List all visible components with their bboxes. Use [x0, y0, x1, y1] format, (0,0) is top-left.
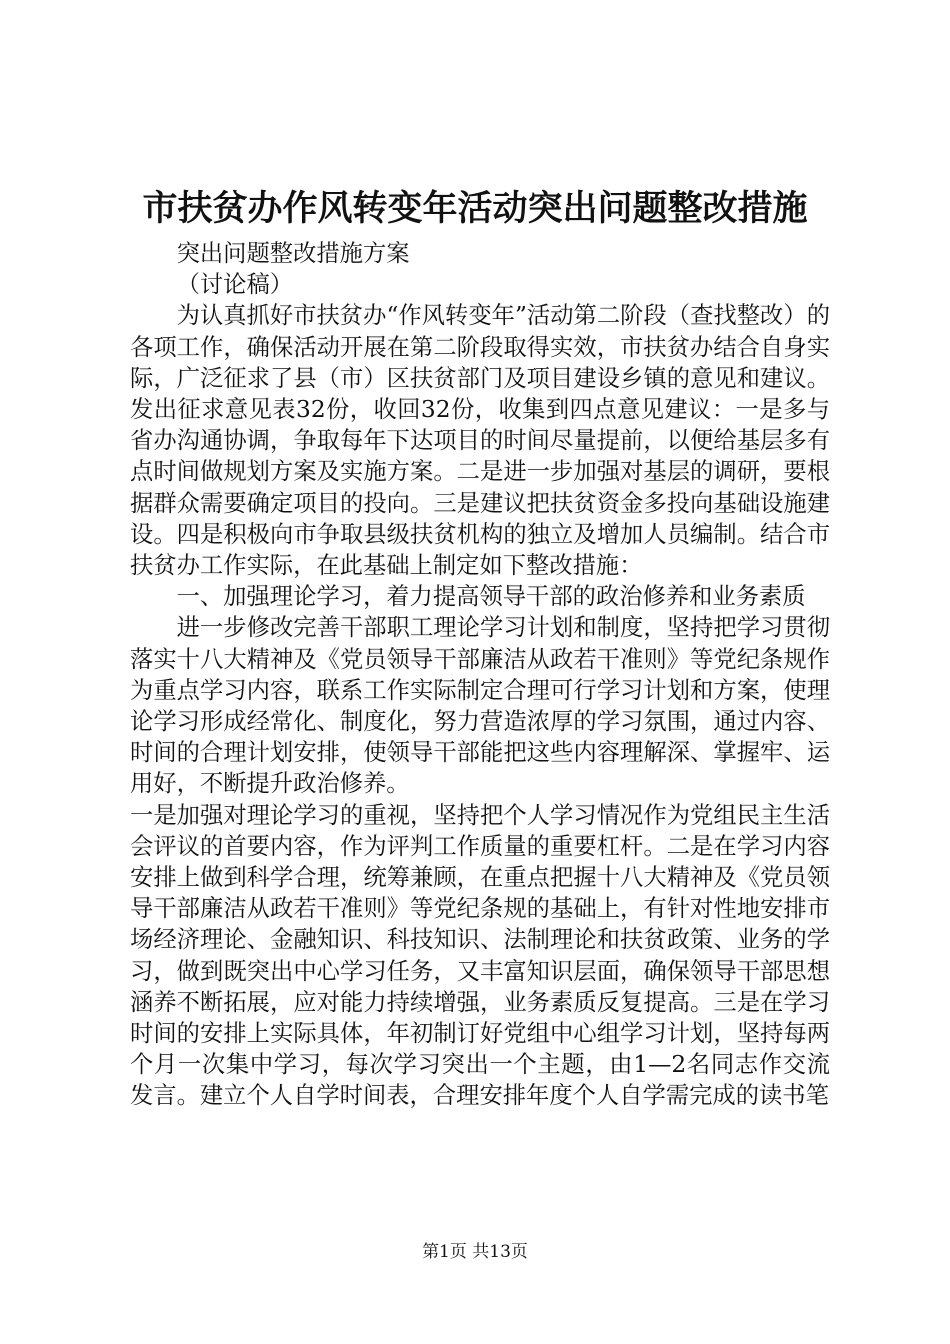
draft-note: （讨论稿）: [176, 271, 294, 299]
document-title: 市扶贫办作风转变年活动突出问题整改措施: [142, 188, 808, 229]
subtitle: 突出问题整改措施方案: [176, 240, 410, 267]
paragraph-study-plan: 进一步修改完善干部职工理论学习计划和制度，坚持把学习贯彻落实十八大精神及《党员领导干部廉洁从政若干准则》等党纪条规作为重点学习内容，联系工作实际制定合理可行学习计划和方案，使理论学习形成经常化、制度化，努力营造浓厚的学习氛围，通过内容、时间的合理计划安排，使领导干部能把这些内容理解深、掌握牢、运用好，不断提升政治修养。: [130, 614, 830, 798]
document-body: [130, 238, 830, 1112]
page-footer: 第1页 共13页: [422, 1242, 528, 1262]
section-heading-1: 一、加强理论学习，着力提高领导干部的政治修养和业务素质: [176, 583, 806, 611]
paragraph-intro: 为认真抓好市扶贫办“作风转变年”活动第二阶段（查找整改）的各项工作，确保活动开展在第二阶段取得实效，市扶贫办结合自身实际，广泛征求了县（市）区扶贫部门及项目建设乡镇的意见和建议。发出征求意见表32份，收回32份，收集到四点意见建议：一是多与省办沟通协调，争取每年下达项目的时间尽量提前，以便给基层多有点时间做规划方案及实施方案。二是进一步加强对基层的调研，要根据群众需要确定项目的投向。三是建议把扶贫资金多投向基础设施建设。四是积极向市争取县级扶贫机构的独立及增加人员编制。结合市扶贫办工作实际，在此基础上制定如下整改措施：: [130, 302, 830, 580]
paragraph-measures: 一是加强对理论学习的重视，坚持把个人学习情况作为党组民主生活会评议的首要内容，作为评判工作质量的重要杠杆。二是在学习内容安排上做到科学合理，统筹兼顾，在重点把握十八大精神及《党员领导干部廉洁从政若干准则》等党纪条规的基础上，有针对性地安排市场经济理论、金融知识、科技知识、法制理论和扶贫政策、业务的学习，做到既突出中心学习任务，又丰富知识层面，确保领导干部思想涵养不断拓展，应对能力持续增强，业务素质反复提高。三是在学习时间的安排上实际具体，年初制订好党组中心组学习计划，坚持每两个月一次集中学习，每次学习突出一个主题，由1—2名同志作交流发言。建立个人自学时间表，合理安排年度个人自学需完成的读书笔: [130, 801, 830, 1110]
